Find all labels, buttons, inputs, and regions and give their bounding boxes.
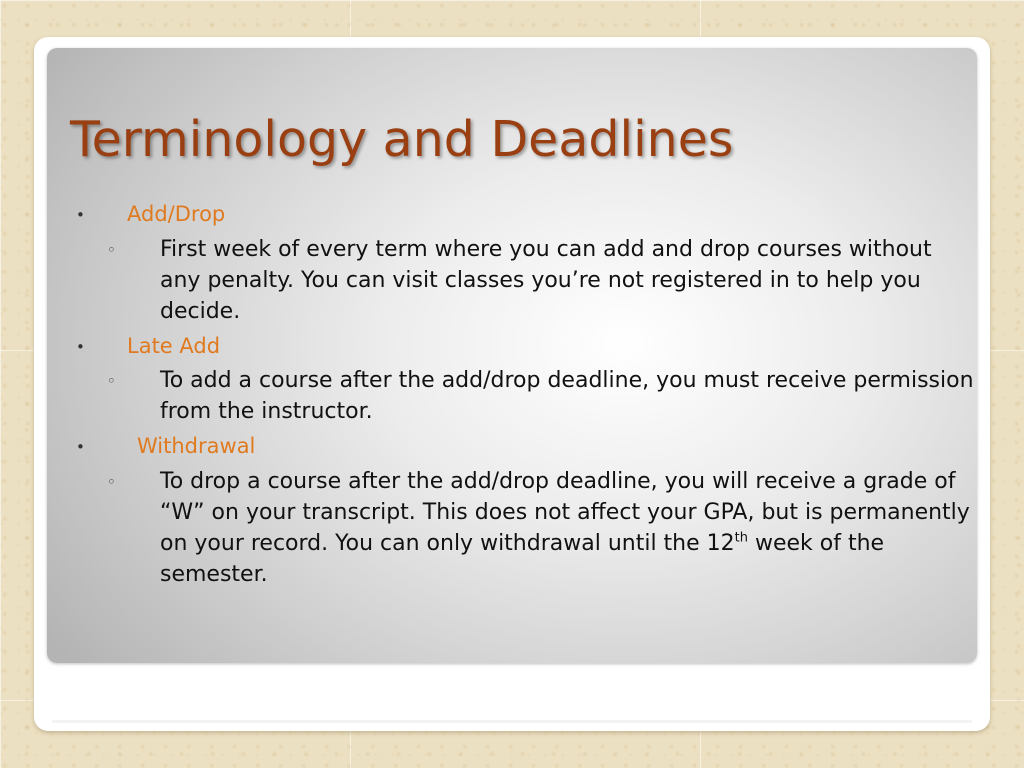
term-add-drop: Add/Drop — [127, 202, 226, 226]
bullet-circle-withdrawal: ◦ — [107, 473, 116, 491]
term-withdrawal: Withdrawal — [137, 434, 256, 458]
slide-title: Terminology and Deadlines — [70, 111, 734, 168]
definition-withdrawal — [160, 466, 975, 590]
bullet-circle-late-add: ◦ — [107, 372, 116, 390]
bullet-dot-add-drop: • — [76, 206, 85, 224]
definition-add-drop: First week of every term where you can add and drop courses without any penalty. You can visit classes you’re not registered in to help you decide. — [160, 237, 932, 324]
bullet-dot-late-add: • — [76, 338, 85, 356]
frame-bottom-strip — [52, 720, 972, 723]
bullet-circle-add-drop: ◦ — [107, 241, 116, 259]
definition-late-add: To add a course after the add/drop deadline, you must receive permission from the instructor. — [160, 368, 974, 424]
term-late-add: Late Add — [127, 334, 221, 358]
definition-withdrawal-text-end: week of the semester. — [160, 531, 885, 587]
ordinal-suffix: th — [734, 530, 748, 546]
definition-withdrawal-text: To drop a course after the add/drop deadline, you will receive a grade of “W” on your transcript. This does not affect your GPA, but is permanently on your record. You can only withdrawal until the 12 — [160, 469, 970, 556]
bullet-dot-withdrawal: • — [76, 438, 85, 456]
